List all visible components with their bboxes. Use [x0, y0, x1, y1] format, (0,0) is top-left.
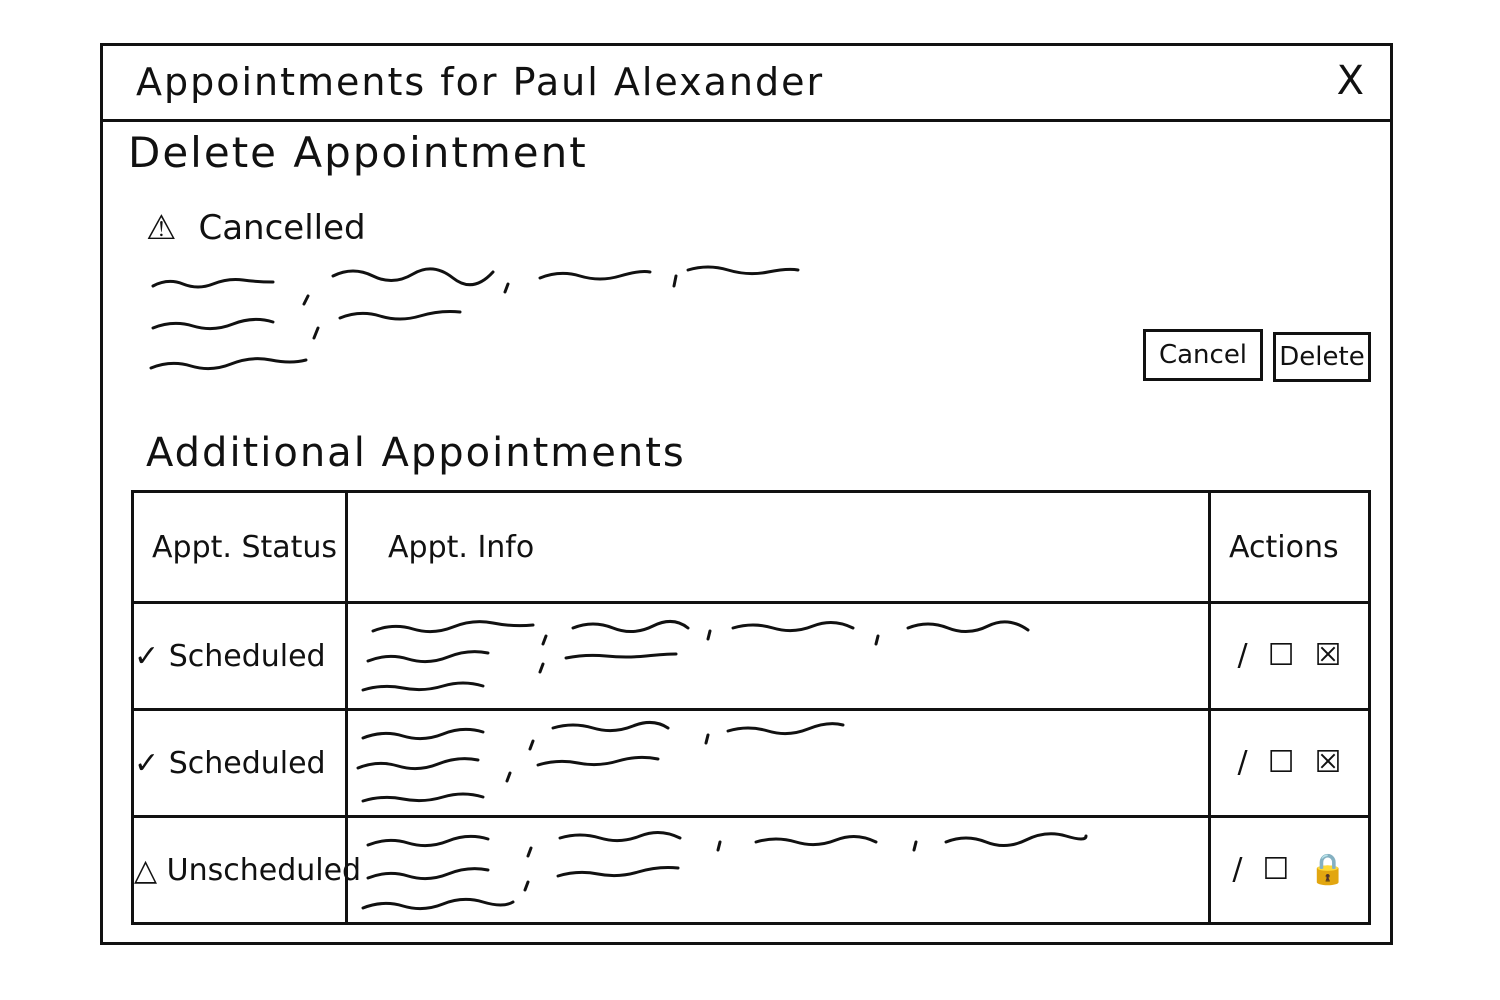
- dialog-title: Appointments for Paul Alexander: [136, 60, 825, 104]
- column-header-info-label: Appt. Info: [388, 529, 535, 565]
- column-header-status-label: Appt. Status: [152, 529, 338, 565]
- status-cell: [133, 603, 347, 710]
- appointment-details-placeholder: [148, 256, 808, 376]
- status-text: Scheduled: [168, 745, 326, 781]
- row-actions: [1211, 818, 1368, 922]
- status-text: Unscheduled: [166, 852, 362, 888]
- column-header-status: [133, 492, 347, 603]
- column-header-info: [347, 492, 1210, 603]
- delete-appointment-heading: Delete Appointment: [128, 128, 588, 177]
- additional-appointments-heading: Additional Appointments: [146, 430, 686, 476]
- appointments-table: [131, 490, 1371, 925]
- appointments-dialog: [100, 43, 1393, 945]
- actions-cell: [1210, 603, 1370, 710]
- close-icon[interactable]: X: [1336, 58, 1364, 104]
- dialog-titlebar: [103, 46, 1390, 122]
- delete-icon[interactable]: ☒: [1314, 745, 1342, 780]
- appointment-info-placeholder: [348, 606, 1048, 706]
- row-actions: [1211, 604, 1368, 708]
- select-checkbox[interactable]: ☐: [1267, 745, 1295, 780]
- check-icon: ✓: [134, 638, 160, 674]
- edit-icon[interactable]: /: [1232, 852, 1243, 887]
- table-row[interactable]: [133, 817, 1370, 924]
- info-cell: [347, 817, 1210, 924]
- status-text: Scheduled: [168, 638, 326, 674]
- cancel-button[interactable]: Cancel: [1143, 329, 1263, 381]
- select-checkbox[interactable]: ☐: [1262, 852, 1290, 887]
- info-cell: [347, 710, 1210, 817]
- cancelled-status: [146, 208, 366, 248]
- delete-button[interactable]: Delete: [1273, 332, 1371, 382]
- table-row[interactable]: [133, 710, 1370, 817]
- row-actions: [1211, 711, 1368, 815]
- select-checkbox[interactable]: ☐: [1267, 638, 1295, 673]
- column-header-actions: [1210, 492, 1370, 603]
- status-cell: [133, 710, 347, 817]
- appointment-info-placeholder: [348, 820, 1108, 920]
- actions-cell: [1210, 817, 1370, 924]
- cancelled-status-label: Cancelled: [198, 208, 366, 248]
- warning-icon: ⚠: [146, 208, 177, 248]
- warning-triangle-icon: △: [134, 852, 158, 888]
- lock-icon[interactable]: 🔒: [1309, 852, 1347, 887]
- column-header-actions-label: Actions: [1229, 529, 1339, 565]
- info-cell: [347, 603, 1210, 710]
- status-cell: [133, 817, 362, 924]
- table-row[interactable]: [133, 603, 1370, 710]
- check-icon: ✓: [134, 745, 160, 781]
- edit-icon[interactable]: /: [1237, 745, 1248, 780]
- actions-cell: [1210, 710, 1370, 817]
- appointment-info-placeholder: [348, 713, 1048, 813]
- edit-icon[interactable]: /: [1237, 638, 1248, 673]
- delete-icon[interactable]: ☒: [1314, 638, 1342, 673]
- table-header-row: [133, 492, 1370, 603]
